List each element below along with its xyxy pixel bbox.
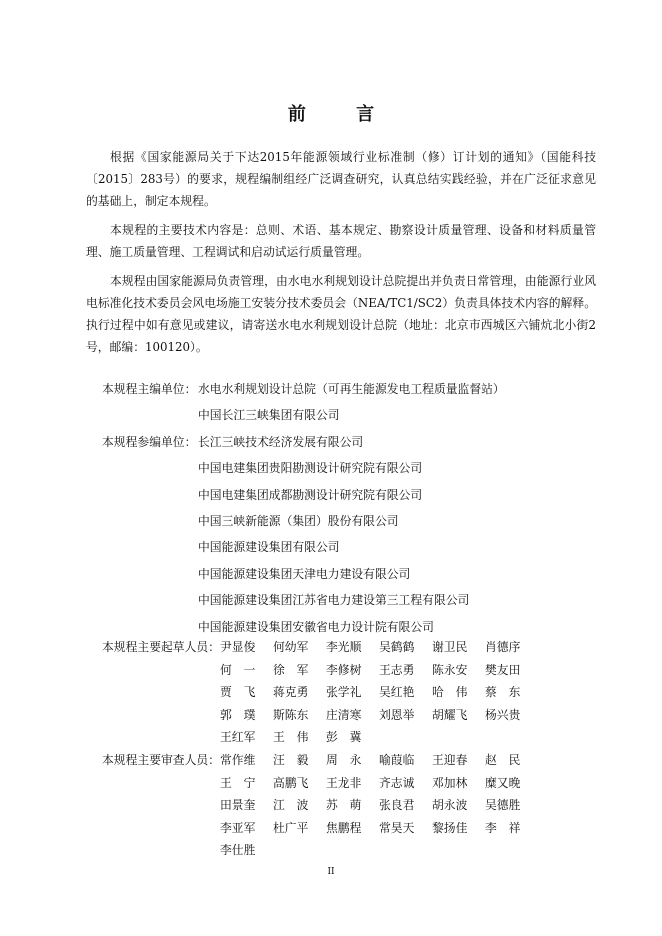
reviewer-name: 江 波 — [273, 798, 309, 813]
drafters-row — [102, 659, 538, 682]
participating-editor-unit: 中国能源建设集团江苏省电力建设第三工程有限公司 — [198, 593, 470, 608]
chief-editor-unit: 中国长江三峡集团有限公司 — [198, 408, 340, 423]
reviewer-name: 王迎春 — [432, 752, 468, 767]
chief-editor-unit: 水电水利规划设计总院（可再生能源发电工程质量监督站） — [198, 382, 505, 396]
drafter-name: 李光顺 — [326, 640, 362, 654]
drafter-name: 樊友田 — [485, 662, 521, 677]
reviewer-name: 苏 萌 — [326, 798, 362, 813]
chief-editor-label: 本规程主编单位： — [102, 382, 197, 396]
drafters-row — [102, 636, 538, 659]
reviewer-name: 田景奎 — [220, 798, 256, 813]
participating-editor-unit: 中国能源建设集团有限公司 — [198, 540, 340, 555]
reviewer-name: 李 祥 — [485, 820, 521, 835]
drafter-name: 张学礼 — [326, 685, 362, 700]
participating-editor-row — [102, 455, 505, 481]
reviewer-name: 焦鹏程 — [326, 820, 362, 835]
reviewer-name: 赵 民 — [485, 752, 521, 767]
reviewer-name: 杜广平 — [273, 820, 309, 835]
drafter-name: 彭 冀 — [326, 730, 362, 745]
participating-editor-row — [102, 534, 505, 560]
reviewer-name: 王 宁 — [220, 775, 256, 790]
reviewer-name: 汪 毅 — [273, 752, 309, 767]
reviewers-row — [102, 839, 538, 862]
participating-editor-row — [102, 482, 505, 508]
drafters-row — [102, 704, 538, 727]
drafter-name: 斯陈东 — [273, 707, 309, 722]
chief-editor-row — [102, 402, 505, 428]
drafter-name: 庄清寒 — [326, 707, 362, 722]
drafter-name: 王志勇 — [379, 662, 415, 677]
participating-editor-row — [102, 561, 505, 587]
reviewer-name: 胡永波 — [432, 798, 468, 813]
drafters-label: 本规程主要起草人员： — [102, 640, 220, 654]
reviewer-name: 齐志诚 — [379, 775, 415, 790]
drafter-name: 蔡 东 — [485, 685, 521, 700]
participating-editor-unit: 中国电建集团贵阳勘测设计研究院有限公司 — [198, 461, 423, 476]
reviewer-name: 周 永 — [326, 752, 362, 767]
drafters-row — [102, 726, 538, 749]
drafter-name: 贾 飞 — [220, 685, 256, 700]
participating-editor-unit: 中国能源建设集团安徽省电力设计院有限公司 — [198, 619, 434, 634]
reviewer-name: 糜又晚 — [485, 775, 521, 790]
reviewer-name: 黎扬佳 — [432, 820, 468, 835]
reviewers-row — [102, 749, 538, 772]
drafter-name: 刘恩举 — [379, 707, 415, 722]
reviewers-row — [102, 772, 538, 795]
drafter-name: 杨兴贵 — [485, 707, 521, 722]
drafter-name: 肖德序 — [485, 640, 521, 654]
drafter-name: 胡耀飞 — [432, 707, 468, 722]
participating-editor-row — [102, 587, 505, 613]
reviewer-name: 邓加林 — [432, 775, 468, 790]
reviewer-name: 李仕胜 — [220, 843, 256, 858]
paragraph-management: 本规程由国家能源局负责管理，由水电水利规划设计总院提出并负责日常管理，由能源行业风电标准化技术委员会风电场施工安装分技术委员会（NEA/TC1/SC2）负责具体技术内容的解释。执行过程中如有意见或建议，请寄送水电水利规划设计总院（地址：北京市西城区六铺炕北小街2号，邮编：100120）。 — [86, 274, 596, 354]
reviewer-name: 李亚军 — [220, 820, 256, 835]
page-number: II — [327, 867, 335, 877]
participating-editor-unit: 中国三峡新能源（集团）股份有限公司 — [198, 513, 399, 528]
editor-units — [102, 376, 505, 640]
chief-editor-row — [102, 376, 505, 402]
drafter-name: 王 伟 — [273, 730, 309, 745]
reviewer-name: 吴德胜 — [485, 798, 521, 813]
personnel-list — [102, 636, 538, 862]
reviewer-name: 王龙非 — [326, 775, 362, 790]
drafter-name: 尹显俊 — [220, 640, 256, 654]
reviewer-name: 张良君 — [379, 798, 415, 813]
drafters-row — [102, 681, 538, 704]
page-title: 前 言 — [287, 104, 397, 125]
reviewer-name: 高鹏飞 — [273, 775, 309, 790]
reviewers-row — [102, 794, 538, 817]
participating-editor-unit: 中国能源建设集团天津电力建设有限公司 — [198, 566, 411, 581]
paragraph-basis: 根据《国家能源局关于下达2015年能源领域行业标准制（修）订计划的通知》（国能科技〔2015〕283号）的要求，规程编制组经广泛调查研究，认真总结实践经验，并在广泛征求意见的基础上，制定本规程。 — [86, 150, 596, 208]
paragraph-contents: 本规程的主要技术内容是：总则、术语、基本规定、勘察设计质量管理、设备和材料质量管理、施工质量管理、工程调试和启动试运行质量管理。 — [86, 223, 596, 259]
participating-editor-unit: 长江三峡技术经济发展有限公司 — [198, 434, 364, 449]
reviewer-name: 常作维 — [220, 752, 256, 767]
reviewer-name: 常昊天 — [379, 820, 415, 835]
drafter-name: 何 一 — [220, 662, 256, 677]
participating-editor-row — [102, 508, 505, 534]
drafter-name: 吴红艳 — [379, 685, 415, 700]
participating-editor-unit: 中国电建集团成都勘测设计研究院有限公司 — [198, 487, 423, 502]
drafter-name: 蒋克勇 — [273, 685, 309, 700]
participating-editor-row — [102, 429, 505, 455]
drafter-name: 徐 军 — [273, 662, 309, 677]
drafter-name: 郭 璞 — [220, 707, 256, 722]
drafter-name: 谢卫民 — [432, 640, 468, 654]
drafter-name: 李修树 — [326, 662, 362, 677]
participating-editor-label: 本规程参编单位： — [102, 434, 197, 449]
reviewers-row — [102, 817, 538, 840]
drafter-name: 王红军 — [220, 730, 256, 745]
drafter-name: 何幼军 — [273, 640, 309, 654]
drafter-name: 陈永安 — [432, 662, 468, 677]
reviewer-name: 喻葭临 — [379, 752, 415, 767]
reviewers-label: 本规程主要审查人员： — [102, 752, 220, 767]
drafter-name: 吴鹤鹤 — [379, 640, 415, 654]
drafter-name: 哈 伟 — [432, 685, 468, 700]
